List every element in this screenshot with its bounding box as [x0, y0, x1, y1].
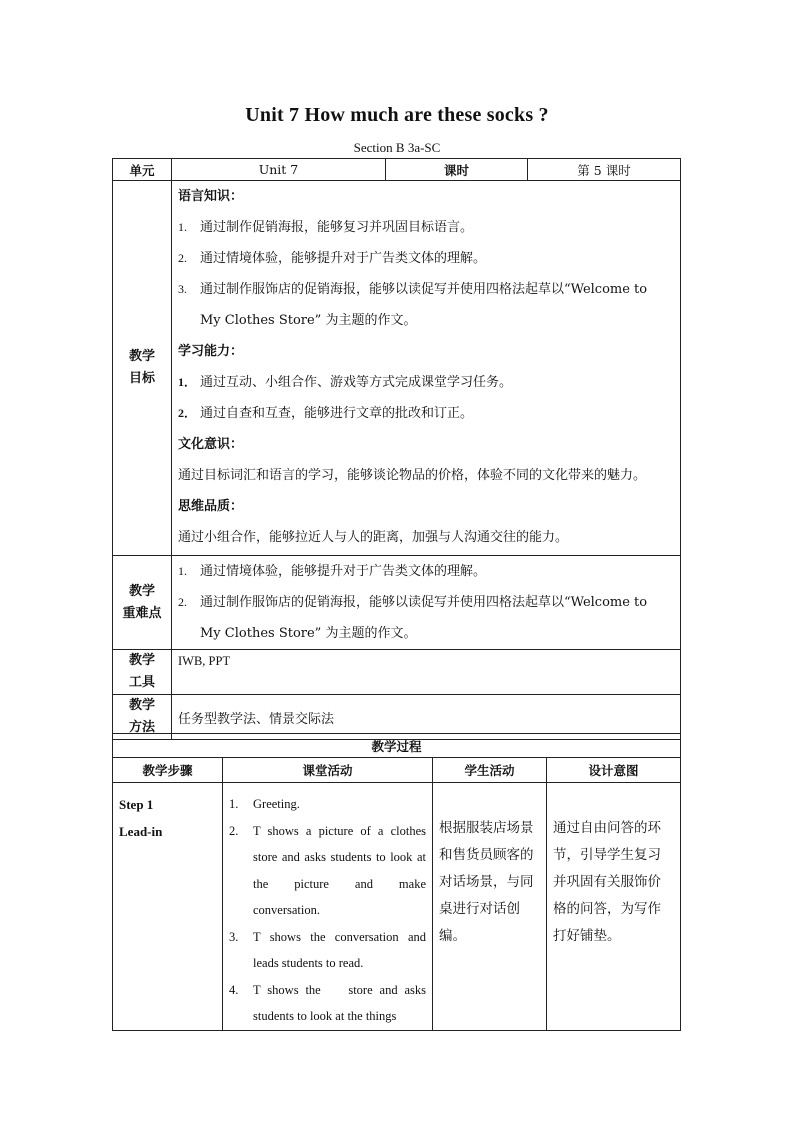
col-students: 学生活动	[433, 758, 547, 783]
unit-label: 单元	[113, 159, 172, 181]
design-intent-text: 通过自由问答的环节，引导学生复习并巩固有关服饰价格的问答，为写作打好铺垫。	[553, 820, 661, 944]
step-name: Lead-in	[119, 824, 163, 839]
language-item-3-cont: My Clothes Store” 为主题的作文。	[200, 313, 417, 328]
key-points-label: 教学 重难点	[113, 556, 172, 650]
tools-value: IWB, PPT	[172, 650, 681, 695]
period-label: 课时	[386, 159, 528, 181]
activity-item: 2. T shows a picture of a clothes store and asks students to look at the picture and make conversation.	[229, 823, 426, 917]
key-point-2: 2. 通过制作服饰店的促销海报，能够以读促写并使用四格法起草以“Welcome to	[178, 595, 648, 610]
process-heading: 教学过程	[113, 734, 681, 758]
step-number: Step 1	[119, 797, 154, 812]
ability-item-1: 1． 通过互动、小组合作、游戏等方式完成课堂学习任务。	[178, 375, 513, 390]
step-cell	[113, 783, 223, 1031]
language-heading: 语言知识：	[178, 189, 244, 204]
key-point-2-cont: My Clothes Store” 为主题的作文。	[200, 626, 417, 641]
activity-item: 1. Greeting.	[229, 797, 300, 811]
col-steps: 教学步骤	[113, 758, 223, 783]
lesson-info-table	[112, 158, 681, 740]
objectives-content	[172, 181, 681, 556]
col-intent: 设计意图	[547, 758, 681, 783]
teaching-process-table	[112, 733, 681, 1031]
document-subtitle: Section B 3a-SC	[353, 140, 441, 155]
culture-text: 通过目标词汇和语言的学习，能够谈论物品的价格，体验不同的文化带来的魅力。	[178, 468, 647, 483]
activities-cell	[223, 783, 433, 1031]
methods-label: 教学 方法	[113, 695, 172, 740]
activity-item: 4. T shows the store and asks students to look at the things	[229, 982, 430, 1023]
activity-item: 3. T shows the conversation and leads students to read.	[229, 929, 426, 970]
student-activity-cell	[433, 783, 547, 1031]
language-item-2: 2. 通过情境体验，能够提升对于广告类文体的理解。	[178, 251, 487, 266]
tools-label: 教学 工具	[113, 650, 172, 695]
design-intent-cell	[547, 783, 681, 1031]
methods-value: 任务型教学法、情景交际法	[172, 695, 681, 740]
language-item-3: 3. 通过制作服饰店的促销海报，能够以读促写并使用四格法起草以“Welcome to	[178, 282, 648, 297]
objectives-label: 教学 目标	[113, 181, 172, 556]
document-title: Unit 7 How much are these socks ?	[245, 104, 549, 126]
key-points-content	[172, 556, 681, 650]
language-item-1: 1. 通过制作促销海报，能够复习并巩固目标语言。	[178, 220, 474, 235]
unit-value: Unit 7	[172, 159, 386, 181]
thinking-heading: 思维品质：	[178, 499, 244, 514]
key-point-1: 1. 通过情境体验，能够提升对于广告类文体的理解。	[178, 564, 487, 579]
period-value: 第 5 课时	[528, 159, 681, 181]
thinking-text: 通过小组合作，能够拉近人与人的距离，加强与人沟通交往的能力。	[178, 530, 569, 545]
student-activity-text: 根据服装店场景和售货员顾客的对话场景，与同桌进行对话创编。	[439, 820, 534, 944]
ability-heading: 学习能力：	[178, 344, 244, 359]
ability-item-2: 2． 通过自查和互查，能够进行文章的批改和订正。	[178, 406, 474, 421]
col-activities: 课堂活动	[223, 758, 433, 783]
culture-heading: 文化意识：	[178, 437, 244, 452]
